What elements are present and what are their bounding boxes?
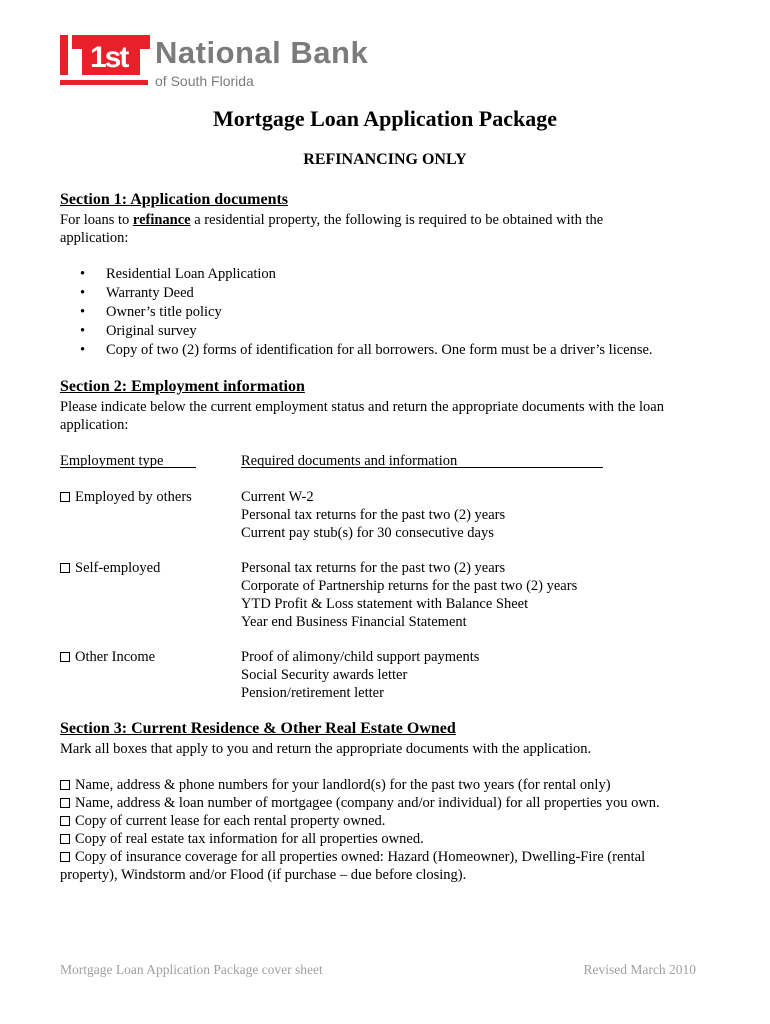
section1-heading: Section 1: Application documents: [60, 191, 289, 208]
footer-right: Revised March 2010: [583, 962, 696, 977]
doc-line: Pension/retirement letter: [241, 685, 384, 701]
doc-line: Personal tax returns for the past two (2) years: [241, 560, 506, 576]
logo-subtitle: of South Florida: [155, 73, 254, 89]
option-label: Self-employed: [75, 560, 161, 576]
section2-heading: Section 2: Employment information: [60, 378, 305, 395]
option-label: Name, address & loan number of mortgagee (company and/or individual) for all properties you own.: [75, 795, 660, 811]
doc-line: Social Security awards letter: [241, 667, 408, 683]
section1-document-list: [80, 265, 653, 360]
doc-line: Current pay stub(s) for 30 consecutive days: [241, 525, 494, 541]
residence-option[interactable]: [60, 794, 660, 812]
section1-intro: [60, 211, 603, 229]
checkbox[interactable]: [60, 563, 70, 573]
option-label: Copy of real estate tax information for all properties owned.: [75, 831, 424, 847]
option-label: Other Income: [75, 649, 156, 665]
list-item: • Copy of two (2) forms of identification for all borrowers. One form must be a driver’s license.: [80, 341, 653, 360]
option-label: Employed by others: [75, 489, 192, 505]
checkbox[interactable]: [60, 798, 70, 808]
option-label: Copy of current lease for each rental property owned.: [75, 813, 386, 829]
doc-line: Personal tax returns for the past two (2) years: [241, 507, 506, 523]
section3-heading: Section 3: Current Residence & Other Real Estate Owned: [60, 720, 456, 737]
column-header-underline: [60, 467, 196, 468]
residence-option[interactable]: [60, 830, 424, 848]
residence-option-continued: property), Windstorm and/or Flood (if purchase – due before closing).: [60, 867, 467, 883]
option-label: Copy of insurance coverage for all properties owned: Hazard (Homeowner), Dwelling-Fire (rental: [75, 849, 646, 865]
doc-line: YTD Profit & Loss statement with Balance Sheet: [241, 596, 529, 612]
checkbox[interactable]: [60, 492, 70, 502]
checkbox[interactable]: [60, 834, 70, 844]
option-label: Name, address & phone numbers for your landlord(s) for the past two years (for rental only): [75, 777, 611, 793]
column-header-underline: [241, 467, 603, 468]
doc-line: Current W-2: [241, 489, 314, 505]
doc-line: Corporate of Partnership returns for the past two (2) years: [241, 578, 578, 594]
section2-intro-line2: application:: [60, 417, 129, 433]
employment-option-other-income[interactable]: [60, 648, 155, 666]
doc-line: Proof of alimony/child support payments: [241, 649, 480, 665]
list-item: • Residential Loan Application: [80, 265, 653, 284]
list-item: • Warranty Deed: [80, 284, 653, 303]
section1-intro-pre: For loans to: [60, 212, 133, 228]
footer-left: Mortgage Loan Application Package cover sheet: [60, 962, 323, 977]
doc-line: Year end Business Financial Statement: [241, 614, 467, 630]
page-title: Mortgage Loan Application Package: [212, 106, 558, 131]
list-item: • Owner’s title policy: [80, 303, 653, 322]
section1-intro-bold: refinance: [132, 212, 191, 228]
checkbox[interactable]: [60, 816, 70, 826]
section2-intro: Please indicate below the current employment status and return the appropriate documents with the loan: [60, 399, 664, 415]
employment-option-self-employed[interactable]: [60, 559, 160, 577]
residence-option[interactable]: [60, 812, 385, 830]
bank-logo: [60, 33, 405, 88]
list-item: • Original survey: [80, 322, 653, 341]
logo-red-bar-left: [60, 35, 68, 75]
residence-option[interactable]: [60, 848, 645, 866]
residence-option[interactable]: [60, 776, 611, 794]
logo-red-underline: [60, 80, 148, 85]
employment-option-employed[interactable]: [60, 488, 192, 506]
section1-intro-line2: application:: [60, 230, 129, 246]
checkbox[interactable]: [60, 852, 70, 862]
logo-mark-text: 1st: [90, 41, 128, 74]
column-header-required-docs: Required documents and information: [241, 453, 458, 469]
section1-intro-post: a residential property, the following is required to be obtained with the: [190, 212, 604, 228]
column-header-employment-type: Employment type: [60, 453, 164, 469]
section3-intro: Mark all boxes that apply to you and return the appropriate documents with the application.: [60, 741, 592, 757]
page-subtitle: REFINANCING ONLY: [303, 151, 467, 168]
checkbox[interactable]: [60, 780, 70, 790]
logo-brand-name: National Bank: [155, 35, 369, 70]
checkbox[interactable]: [60, 652, 70, 662]
